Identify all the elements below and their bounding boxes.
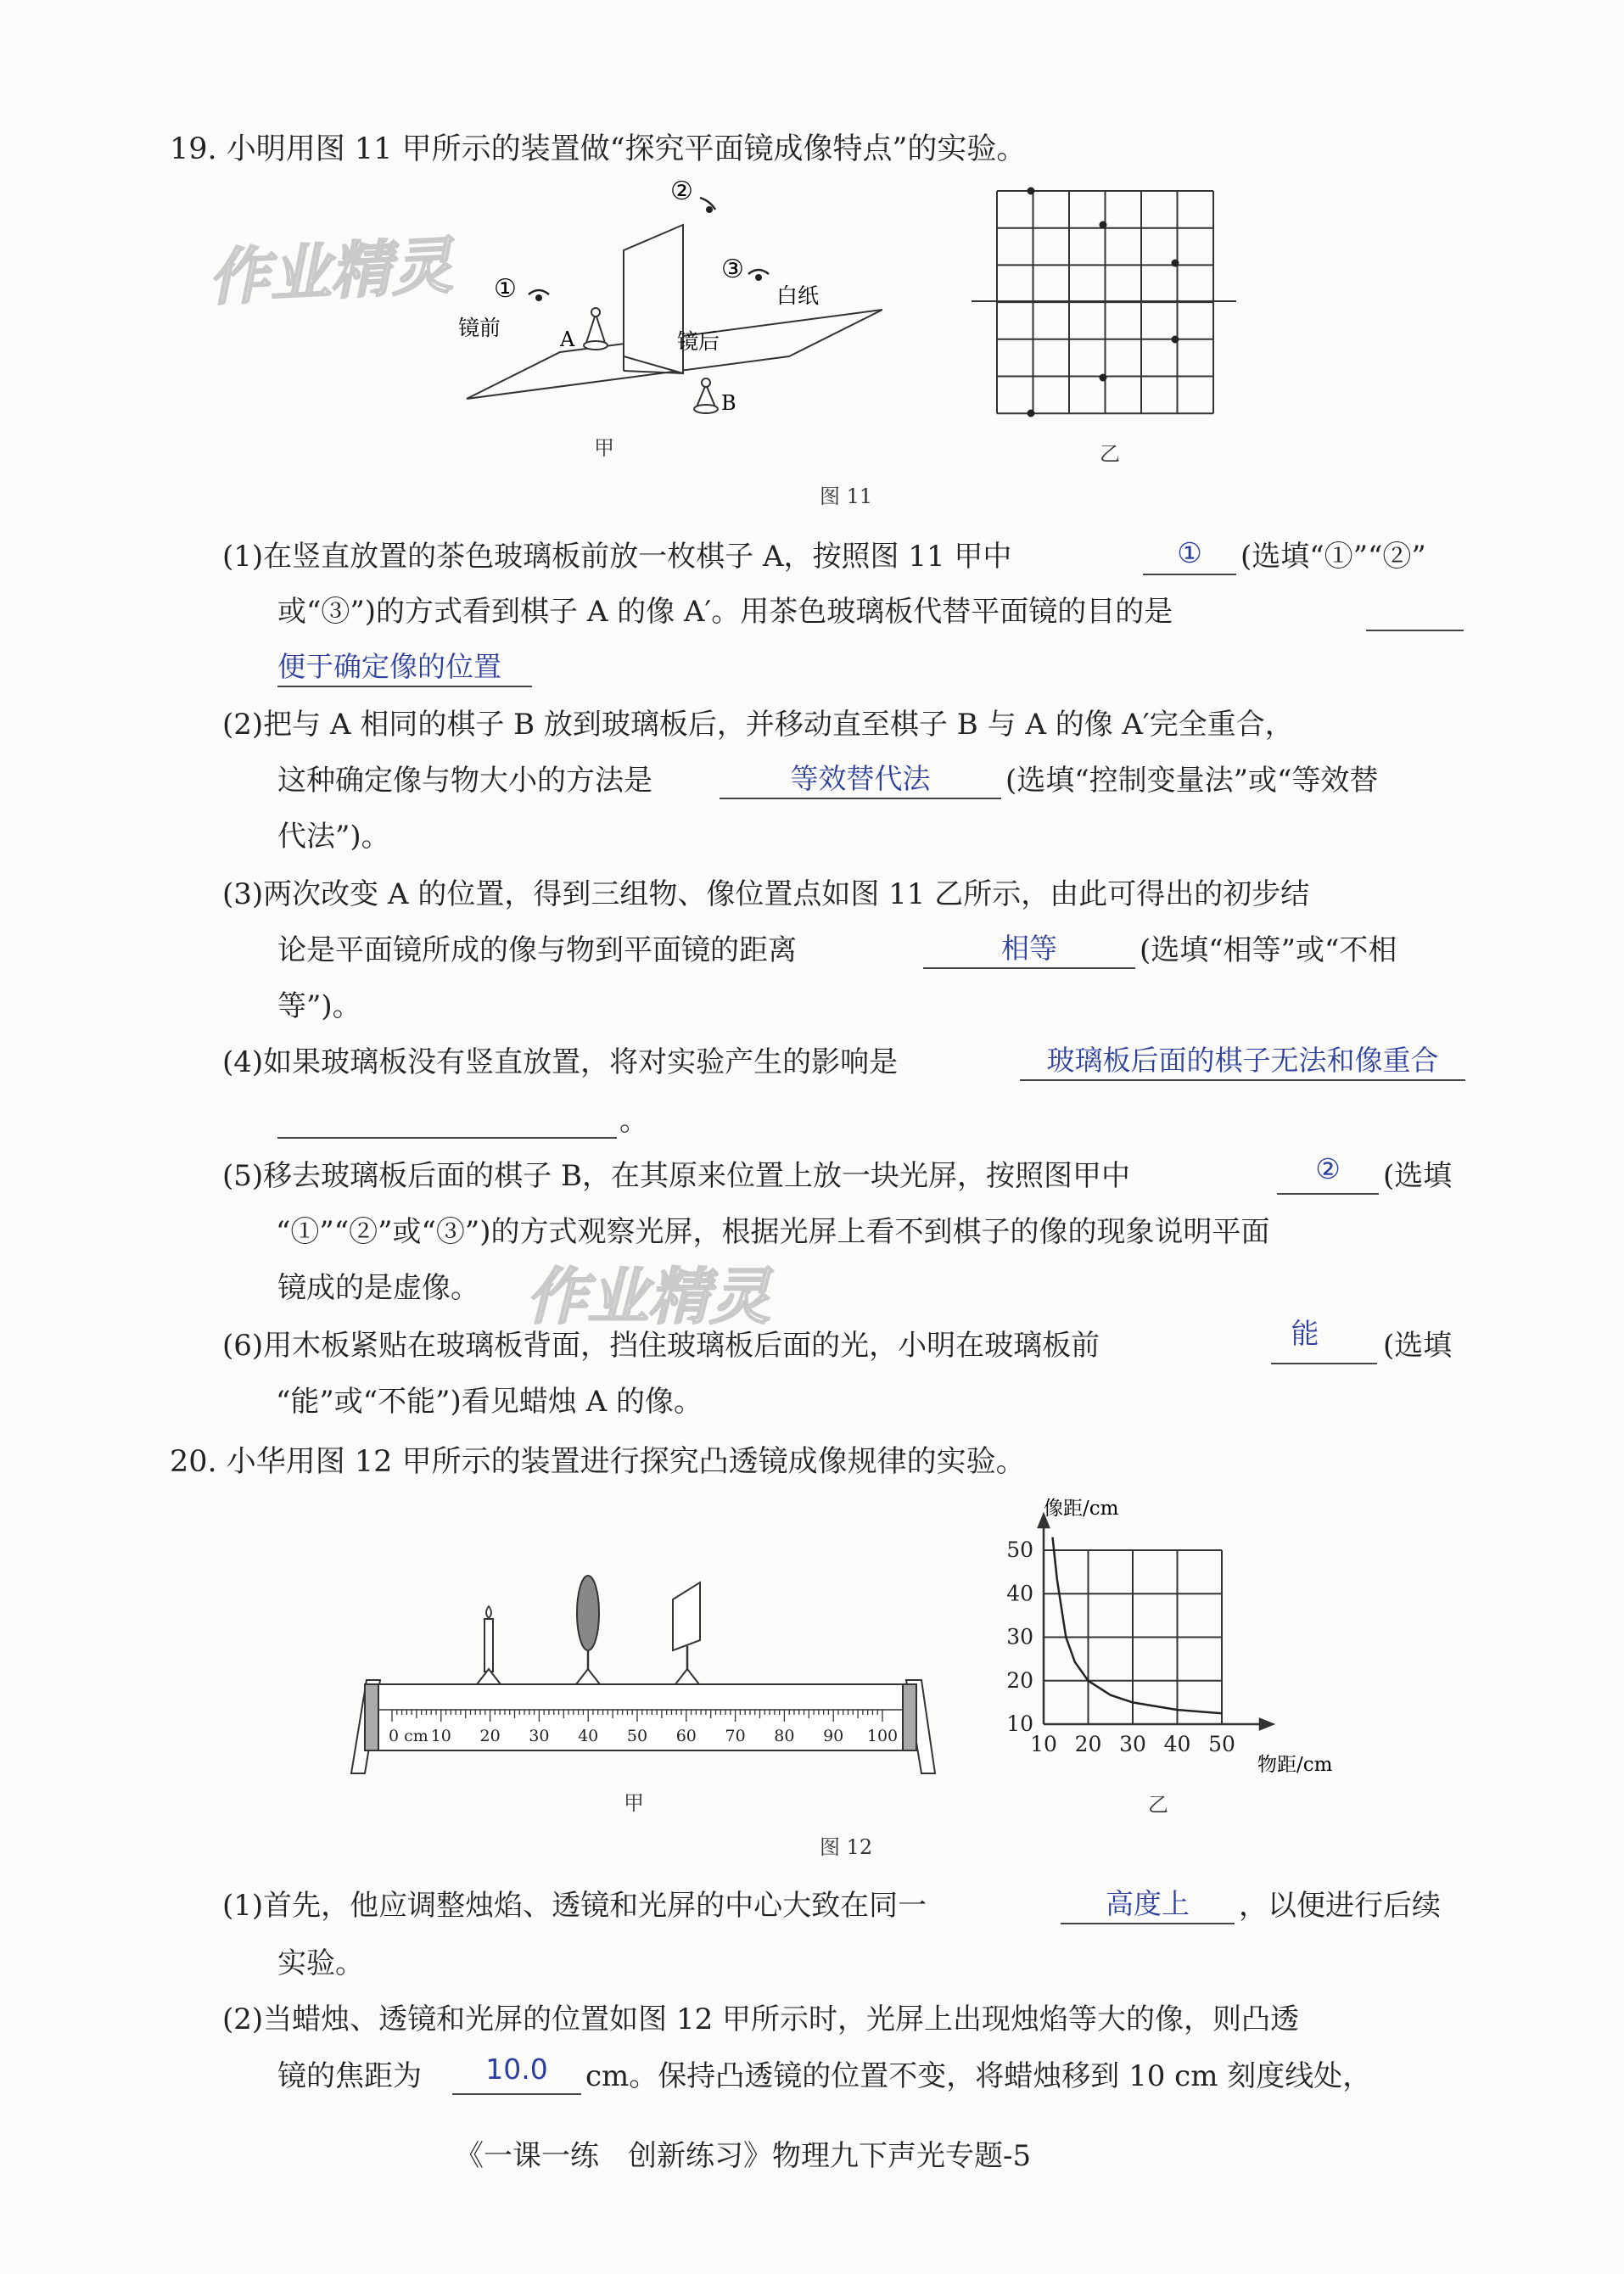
label-front: 镜前 — [458, 316, 501, 340]
ruler-label: 0 cm — [389, 1727, 428, 1745]
q19-p1-blank1[interactable] — [1143, 574, 1236, 575]
view-label-3: ③ — [721, 255, 744, 284]
light-screen — [673, 1582, 700, 1684]
label-back: 镜后 — [677, 329, 720, 354]
chart-ytick-label: 50 — [1006, 1537, 1033, 1562]
chart-xtick-label: 40 — [1163, 1732, 1191, 1756]
q19-p1-line1-pre: (1)在竖直放置的茶色玻璃板前放一枚棋子 A，按照图 11 甲中 — [222, 540, 1012, 574]
q19-stem: 19. 小明用图 11 甲所示的装置做“探究平面镜成像特点”的实验。 — [170, 132, 1027, 166]
chart-ytick-label: 40 — [1006, 1581, 1033, 1606]
q20-p1-answer: 高度上 — [1106, 1887, 1190, 1920]
q19-p5-line3: 镜成的是虚像。 — [277, 1271, 479, 1305]
q19-p1-blank2-tail — [1366, 630, 1464, 631]
q20-stem: 20. 小华用图 12 甲所示的装置进行探究凸透镜成像规律的实验。 — [170, 1445, 1026, 1479]
ruler-label: 30 — [529, 1727, 550, 1745]
q19-p6-line2: “能”或“不能”)看见蜡烛 A 的像。 — [276, 1385, 703, 1419]
q19-p6-line1-pre: (6)用木板紧贴在玻璃板背面，挡住玻璃板后面的光，小明在玻璃板前 — [222, 1329, 1100, 1363]
q20-p1-blank[interactable] — [1061, 1923, 1235, 1924]
q19-p6-line1-post: (选填 — [1383, 1329, 1453, 1363]
ruler-label: 70 — [725, 1727, 746, 1745]
q19-p2-line1: (2)把与 A 相同的棋子 B 放到玻璃板后，并移动直至棋子 B 与 A 的像 A′完全重合， — [222, 708, 1294, 742]
label-b: B — [721, 391, 736, 415]
q20-p1-line1-post: ，以便进行后续 — [1239, 1889, 1441, 1923]
candle — [477, 1606, 501, 1684]
q19-p2-line3: 代法”)。 — [277, 820, 390, 854]
q19-p3-line3: 等”)。 — [277, 989, 361, 1023]
q19-p2-line2-post: (选填“控制变量法”或“等效替 — [1005, 764, 1379, 798]
figure12-optical-bench — [339, 1565, 950, 1782]
fig11-sub-b: 乙 — [1100, 442, 1120, 466]
q19-p4-blank[interactable] — [1020, 1079, 1465, 1081]
fig12-sub-b: 乙 — [1148, 1793, 1168, 1817]
q19-p4-line1-pre: (4)如果玻璃板没有竖直放置，将对实验产生的影响是 — [222, 1045, 899, 1079]
q20-p1-line2: 实验。 — [277, 1946, 364, 1980]
fig11-sub-a: 甲 — [594, 436, 614, 460]
ruler-label: 60 — [675, 1727, 697, 1745]
view-label-1: ① — [494, 274, 517, 304]
q19-p3-line2-post: (选填“相等”或“不相 — [1140, 933, 1397, 967]
q20-p2-line2-post: cm。保持凸透镜的位置不变，将蜡烛移到 10 cm 刻度线处， — [585, 2059, 1372, 2093]
fig12-caption: 图 12 — [820, 1835, 873, 1859]
ruler-label: 10 — [430, 1727, 451, 1745]
q19-p6-blank[interactable] — [1271, 1363, 1377, 1364]
q19-p4-line2-post: 。 — [619, 1104, 648, 1138]
q20-p2-blank[interactable] — [452, 2093, 581, 2095]
chart-xtick-label: 20 — [1074, 1732, 1102, 1756]
q19-p1-line1-post: (选填“①”“②” — [1240, 540, 1426, 574]
q19-p5-blank[interactable] — [1277, 1193, 1379, 1195]
glass-plate — [624, 225, 683, 373]
q19-p3-line2-pre: 论是平面镜所成的像与物到平面镜的距离 — [277, 933, 797, 967]
chart-x-arrow — [1260, 1719, 1273, 1729]
watermark-middle: 作业精灵 — [526, 1261, 771, 1332]
page-footer: 《一课一练 创新练习》物理九下声光专题-5 — [455, 2139, 1032, 2173]
chart-xtick-label: 30 — [1119, 1732, 1146, 1756]
q19-p6-answer: 能 — [1291, 1317, 1319, 1350]
q19-p1-blank2[interactable] — [277, 686, 532, 687]
eye-icon-2 — [700, 198, 715, 213]
q20-p2-line1: (2)当蜡烛、透镜和光屏的位置如图 12 甲所示时，光屏上出现烛焰等大的像，则凸透 — [222, 2002, 1300, 2036]
chart-ytick-label: 30 — [1006, 1624, 1033, 1649]
chart-ytick-label: 10 — [1006, 1711, 1033, 1736]
q19-p2-blank[interactable] — [720, 798, 1001, 799]
chart-ytick-label: 20 — [1006, 1667, 1033, 1693]
q19-p2-line2-pre: 这种确定像与物大小的方法是 — [277, 764, 652, 798]
label-paper: 白纸 — [776, 283, 820, 308]
fig12-sub-a: 甲 — [624, 1791, 644, 1815]
figure12-chart — [976, 1489, 1375, 1773]
chart-xlabel: 物距/cm — [1257, 1754, 1333, 1773]
q19-p4-blank-cont — [277, 1137, 617, 1139]
figure11-grid — [972, 182, 1243, 428]
ruler-label: 90 — [823, 1727, 844, 1745]
q19-p5-line1-pre: (5)移去玻璃板后面的棋子 B，在其原来位置上放一块光屏，按照图甲中 — [222, 1159, 1130, 1193]
eye-icon-1 — [529, 290, 549, 301]
convex-lens — [576, 1576, 600, 1684]
ruler-label: 100 — [866, 1727, 899, 1745]
q19-p2-answer: 等效替代法 — [790, 762, 931, 795]
view-label-2: ② — [670, 176, 693, 206]
ruler-label: 50 — [626, 1727, 648, 1745]
label-a: A — [560, 328, 575, 351]
q19-p1-answer2: 便于确定像的位置 — [277, 650, 501, 683]
q19-p1-answer1: ① — [1177, 536, 1202, 569]
q20-p1-line1-pre: (1)首先，他应调整烛焰、透镜和光屏的中心大致在同一 — [222, 1889, 927, 1923]
watermark-top: 作业精灵 — [206, 229, 455, 314]
chart-xtick-label: 50 — [1208, 1732, 1235, 1756]
q19-p3-answer: 相等 — [1001, 932, 1057, 965]
ruler-label: 20 — [479, 1727, 501, 1745]
eye-icon-3 — [748, 270, 769, 281]
q20-p2-line2-pre: 镜的焦距为 — [277, 2059, 422, 2093]
ruler-label: 80 — [774, 1727, 795, 1745]
q19-p5-line2: “①”“②”或“③”)的方式观察光屏，根据光屏上看不到棋子的像的现象说明平面 — [276, 1215, 1270, 1249]
chart-series-curve — [1053, 1537, 1223, 1714]
chart-ylabel: 像距/cm — [1044, 1498, 1119, 1520]
figure11-apparatus — [441, 174, 882, 479]
q19-p1-line2: 或“③”)的方式看到棋子 A 的像 A′。用茶色玻璃板代替平面镜的目的是 — [277, 595, 1173, 629]
q19-p5-line1-post: (选填 — [1383, 1159, 1453, 1193]
fig11-caption: 图 11 — [820, 484, 873, 508]
q19-p3-line1: (3)两次改变 A 的位置，得到三组物、像位置点如图 11 乙所示，由此可得出的初步结 — [222, 877, 1310, 911]
q19-p5-answer: ② — [1315, 1152, 1341, 1185]
ruler-label: 40 — [578, 1727, 599, 1745]
chart-xtick-label: 10 — [1030, 1732, 1057, 1756]
q19-p4-answer: 玻璃板后面的棋子无法和像重合 — [1046, 1044, 1439, 1077]
q20-p2-answer: 10.0 — [485, 2053, 548, 2086]
q19-p3-blank[interactable] — [923, 967, 1135, 969]
